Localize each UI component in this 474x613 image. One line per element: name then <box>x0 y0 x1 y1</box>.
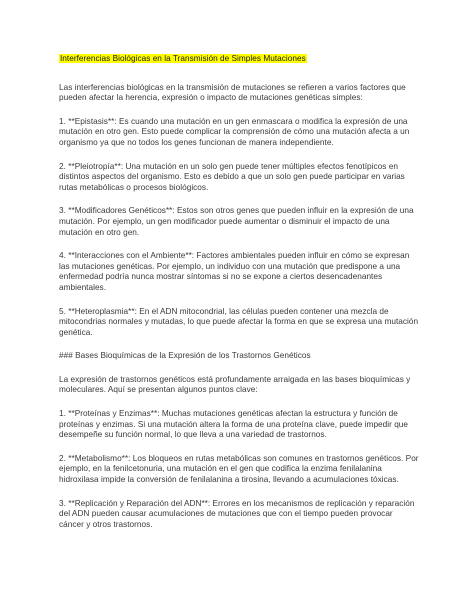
section-intro-paragraph: La expresión de trastornos genéticos está profundamente arraigada en las bases bioquímicas y moleculares. Aquí se presentan algunos puntos clave: <box>59 374 411 395</box>
pleiotropia-paragraph: 2. **Pleiotropía**: Una mutación en un solo gen puede tener múltiples efectos fenotípicos en distintos aspectos del organismo. Esto es debido a que un solo gen puede participar en varias rutas metabólicas o procesos biológicos. <box>59 161 405 192</box>
epistasis-paragraph: 1. **Epistasis**: Es cuando una mutación en un gen enmascara o modifica la expresión de una mutación en otro gen. Esto puede complicar la comprensión de cómo una mutación afecta a un organismo ya que no todos los genes funcionan de manera independiente. <box>59 116 410 147</box>
metabolismo-paragraph: 2. **Metabolismo**: Los bloqueos en rutas metabólicas son comunes en trastornos genéticos. Por ejemplo, en la fenilcetonuria, una mutación en el gen que codifica la enzima fenilalanina hidroxilasa impide la conversión de fenilalanina a tirosina, llevando a acumulaciones tóxicas. <box>59 453 419 485</box>
document-title: Interferencias Biológicas en la Transmisión de Simples Mutaciones <box>60 54 306 63</box>
modificadores-paragraph: 3. **Modificadores Genéticos**: Estos son otros genes que pueden influir en la expresión de una mutación. Por ejemplo, un gen modificador puede aumentar o disminuir el impacto de una mutación en otro gen. <box>59 206 414 237</box>
document-body <box>59 54 419 543</box>
ambiente-paragraph: 4. **Interacciones con el Ambiente**: Factores ambientales pueden influir en cómo se expresan las mutaciones genéticas. Por ejemplo, un individuo con una mutación que predispone a una enfermedad podría nunca mostrar síntomas si no se expone a ciertos desencadenantes ambientales. <box>59 251 410 292</box>
section-heading: ### Bases Bioquímicas de la Expresión de los Trastornos Genéticos <box>59 351 311 361</box>
proteinas-paragraph: 1. **Proteínas y Enzimas**: Muchas mutaciones genéticas afectan la estructura y función de proteínas y enzimas. Si una mutación altera la forma de una proteína clave, puede impedir que desempeñe su función normal, lo que lleva a una variedad de trastornos. <box>59 409 409 440</box>
heteroplasmia-paragraph: 5. **Heteroplasmia**: En el ADN mitocondrial, las células pueden contener una mezcla de mitocondrias normales y mutadas, lo que puede afectar la forma en que se expresa una mutación genética. <box>59 306 419 337</box>
intro-paragraph: Las interferencias biológicas en la transmisión de mutaciones se refieren a varios factores que pueden afectar la herencia, expresión o impacto de mutaciones genéticas simples: <box>59 82 406 103</box>
title-line <box>59 54 419 65</box>
replicacion-paragraph: 3. **Replicación y Reparación del ADN**: Errores en los mecanismos de replicación y reparación del ADN pueden causar acumulaciones de mutaciones que con el tiempo pueden provocar cáncer y otros trastornos. <box>59 498 415 529</box>
